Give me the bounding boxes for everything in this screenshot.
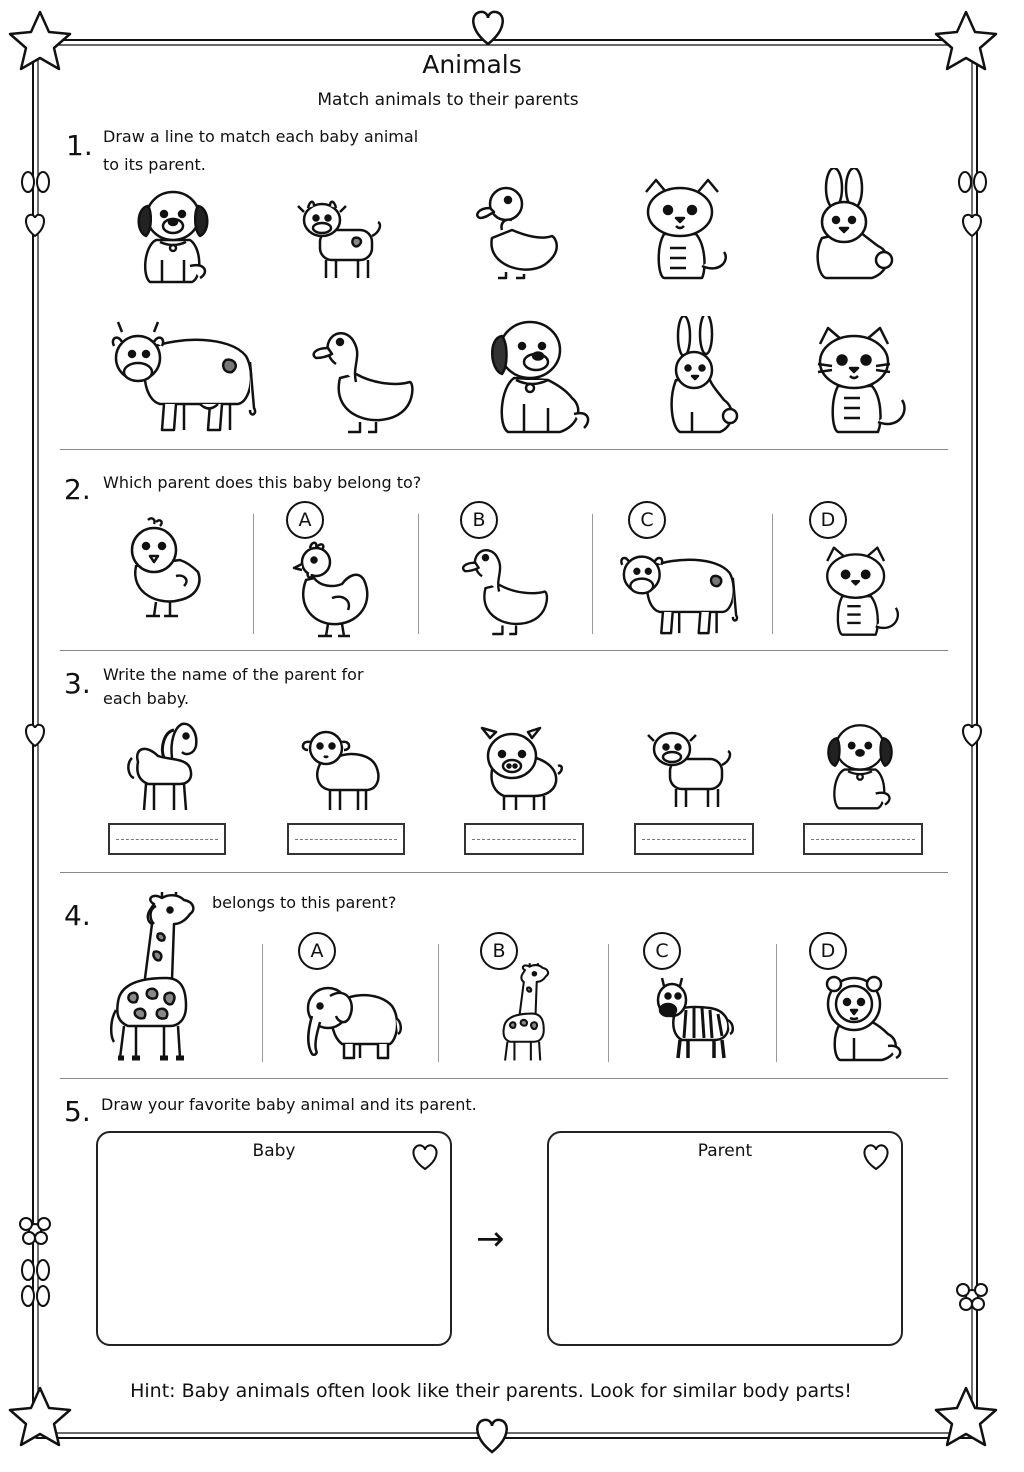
arrow-icon: → <box>476 1219 505 1259</box>
q3-number: 3. <box>64 667 91 700</box>
q4-option-b-letter[interactable]: B <box>480 932 518 970</box>
foal-icon <box>124 718 204 814</box>
baby-drawing-box[interactable] <box>96 1131 452 1346</box>
q5-number: 5. <box>64 1095 91 1128</box>
heart-icon <box>410 1143 440 1171</box>
q4-option-a-letter[interactable]: A <box>298 932 336 970</box>
parent-box-label: Parent <box>697 1141 753 1161</box>
q2-option-b-letter[interactable]: B <box>460 501 498 539</box>
giraffe-icon[interactable] <box>492 962 558 1064</box>
bunny-icon[interactable] <box>800 168 896 282</box>
heart-icon <box>963 725 981 746</box>
q3-prompt-line1: Write the name of the parent for <box>103 665 364 684</box>
q2-option-d-letter[interactable]: D <box>809 501 847 539</box>
cat-icon[interactable] <box>814 326 914 436</box>
answer-field[interactable] <box>287 823 405 855</box>
duck-icon[interactable] <box>460 540 550 638</box>
q1-prompt-line1: Draw a line to match each baby animal <box>103 127 419 146</box>
calf-icon <box>646 720 736 812</box>
answer-field[interactable] <box>634 823 754 855</box>
page-subtitle: Match animals to their parents <box>317 90 579 110</box>
rabbit-icon[interactable] <box>662 316 742 436</box>
section-divider <box>60 449 948 450</box>
cow-icon[interactable] <box>618 542 742 638</box>
baby-box-label: Baby <box>252 1141 296 1161</box>
section-divider <box>60 1078 948 1079</box>
q4-number: 4. <box>64 899 91 932</box>
section-divider <box>60 650 948 651</box>
giraffe-icon <box>106 890 202 1064</box>
chick-icon <box>126 516 206 620</box>
duckling-icon[interactable] <box>472 178 562 282</box>
elephant-icon[interactable] <box>302 982 404 1062</box>
q4-prompt: belongs to this parent? <box>212 893 397 912</box>
answer-field[interactable] <box>464 823 584 855</box>
column-divider <box>418 514 419 634</box>
q1-prompt-line2: to its parent. <box>103 155 206 174</box>
column-divider <box>772 514 773 634</box>
heart-icon <box>477 1420 506 1452</box>
q2-prompt: Which parent does this baby belong to? <box>103 473 422 492</box>
q4-option-c-letter[interactable]: C <box>643 932 681 970</box>
q2-option-a-letter[interactable]: A <box>286 501 324 539</box>
column-divider <box>262 944 263 1062</box>
q5-prompt: Draw your favorite baby animal and its parent. <box>101 1095 477 1114</box>
parent-drawing-box[interactable] <box>547 1131 903 1346</box>
heart-icon <box>26 215 44 236</box>
hen-icon[interactable] <box>292 540 374 638</box>
heart-icon <box>26 725 44 746</box>
duck-icon[interactable] <box>310 322 416 436</box>
q4-option-d-letter[interactable]: D <box>809 932 847 970</box>
page-title: Animals <box>422 50 522 79</box>
column-divider <box>253 514 254 634</box>
hint-text: Hint: Baby animals often look like their parents. Look for similar body parts! <box>130 1380 852 1402</box>
column-divider <box>438 944 439 1062</box>
lamb-icon <box>300 724 390 812</box>
zebra-icon[interactable] <box>654 976 734 1060</box>
lion-cub-icon[interactable] <box>820 974 906 1062</box>
kitten-icon[interactable] <box>640 178 734 282</box>
section-divider <box>60 872 948 873</box>
puppy-icon[interactable] <box>128 182 218 286</box>
q2-number: 2. <box>64 473 91 506</box>
column-divider <box>776 944 777 1062</box>
column-divider <box>608 944 609 1062</box>
piglet-icon <box>478 726 568 812</box>
q2-option-c-letter[interactable]: C <box>628 501 666 539</box>
dog-icon[interactable] <box>486 314 596 436</box>
cow-icon[interactable] <box>110 318 260 436</box>
answer-field[interactable] <box>108 823 226 855</box>
cat-icon[interactable] <box>822 546 906 638</box>
heart-icon <box>963 215 981 236</box>
q1-number: 1. <box>66 129 93 162</box>
answer-field[interactable] <box>803 823 923 855</box>
column-divider <box>592 514 593 634</box>
calf-icon[interactable] <box>296 192 386 282</box>
q3-prompt-line2: each baby. <box>103 689 190 708</box>
heart-icon <box>861 1143 891 1171</box>
puppy-icon <box>818 716 902 812</box>
star-icon <box>936 12 996 69</box>
